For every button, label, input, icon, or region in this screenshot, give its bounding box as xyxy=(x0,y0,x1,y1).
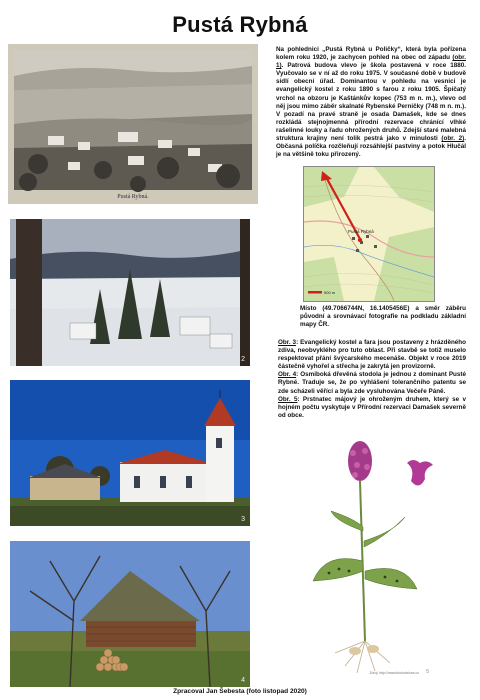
photo-number: 2 xyxy=(241,356,245,363)
intro-text-2: . Patrová budova vlevo je škola postavená v roce 1880. Vyučovalo se v ní až do roku 1975. V současné době v budově sídlí obecní úřad. Dominantou v pohledu na vesnici je evangelický kostel z roku 1890 s farou z roku 1905. Špičatý vrchol na obzoru je Kaštánkův kopec (753 m n. m.), vlevo od něj jsou mimo záběr skalnaté Rybenské Perničky (748 m n. m.). V pozadí na pravé straně je osada Damašek, kde se dnes rozkládá stejnojmenná přírodní rezervace chránící vlhké rašelinné louky a řadu ohrožených druhů. Zdejší staré malebná struktura krajiny není tolik pestrá jako v minulosti xyxy=(276,62,466,143)
illustration-credit: Zdroj: http://www.biolovisions.cz xyxy=(369,671,419,675)
photo-number: 3 xyxy=(241,516,245,523)
figures-paragraph xyxy=(278,339,466,420)
map-village-label: Pustá Rybná xyxy=(348,229,374,234)
church-photo xyxy=(10,380,250,526)
figure-ref-5[interactable]: Obr. 5 xyxy=(278,395,298,403)
location-map xyxy=(303,166,435,302)
postcard-caption: Pustá Rybná. xyxy=(117,194,149,200)
photo-number: 5 xyxy=(426,669,429,675)
footer-credit: Zpracoval Jan Šebesta (foto listopad 2020) xyxy=(173,688,307,695)
figure-ref-2[interactable]: (obr. 2) xyxy=(441,135,465,143)
intro-text-1: Na pohlednici „Pustá Rybná u Poličky“, která byla pořízena kolem roku 1920, je zachycen pohled na obec od západu xyxy=(276,46,466,62)
figure-ref-3[interactable]: Obr. 3 xyxy=(278,339,297,346)
figure-4-text: : Osmiboká dřevěná stodola je jednou z dominant Pusté Rybné. Traduje se, že po vyhlášení tolerančního patentu se zde scházeli věřící a byla zde vysluhována Večeře Páně. xyxy=(278,371,466,395)
intro-text-3: . Občasná políčka rozčleňují rozsáhlejší pastviny a potok Hlučál je na většině toku přirozený. xyxy=(276,135,466,159)
figure-5-text: : Prstnatec májový je ohroženým druhem, který se v hojném počtu vyskytuje v Přírodní rezervaci Damašek severně od obce. xyxy=(278,395,466,419)
wooden-barn-photo xyxy=(10,541,250,687)
page-title: Pustá Rybná xyxy=(172,12,308,37)
map-caption: Místo (49.7066744N, 16.1405456E) a směr záběru původní a srovnávací fotografie na podkladu základní mapy ČR. xyxy=(300,305,466,329)
historic-postcard-photo xyxy=(8,44,258,204)
figure-ref-1[interactable]: (obr. 1) xyxy=(276,54,466,70)
intro-paragraph xyxy=(276,46,466,159)
photo-number: 4 xyxy=(241,677,245,684)
orchid-illustration xyxy=(305,441,455,683)
map-scale-label: 500 m xyxy=(324,290,336,295)
figure-3-text: : Evangelický kostel a fara jsou postaveny z hrázděného zdiva, neobvyklého pro tuto oblast. Při stavbě se totiž muselo respektovat přání švýcarského mecenáše. Objekt v roce 2019 částečně vyhořel a střecha je zakrytá jen provizorně. xyxy=(278,339,466,371)
figure-ref-4[interactable]: Obr. 4 xyxy=(278,371,297,379)
winter-village-photo xyxy=(10,219,250,366)
